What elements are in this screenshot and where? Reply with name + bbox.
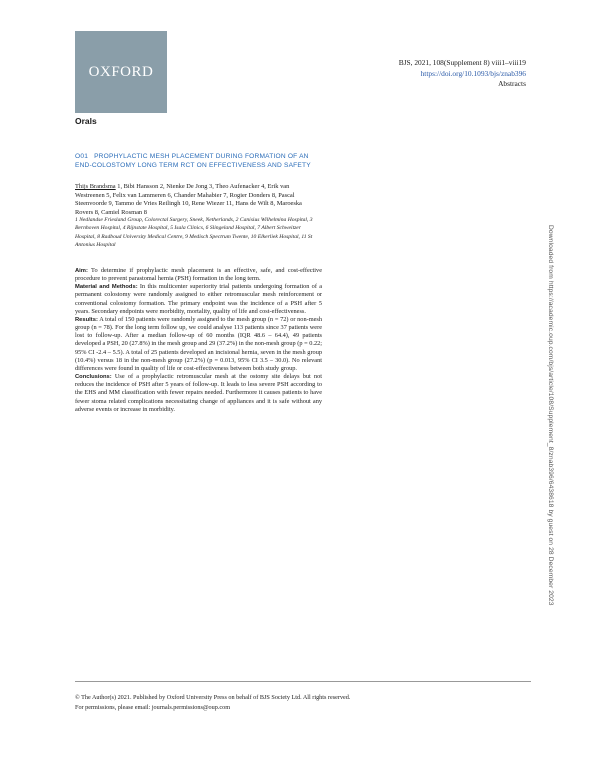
journal-citation: BJS, 2021, 108(Supplement 8) viii1–viii19 <box>398 58 526 67</box>
oxford-logo[interactable] <box>75 31 167 113</box>
copyright-notice: © The Author(s) 2021. Published by Oxford University Press on behalf of BJS Society Ltd. All rights reserved. <box>75 694 351 701</box>
article-title <box>75 152 315 170</box>
author-list <box>75 183 320 217</box>
abstract-methods <box>75 283 322 316</box>
section-title: Orals <box>75 116 97 126</box>
aim-text: To determine if prophylactic mesh placement is an effective, safe, and cost-effective procedure to prevent parastomal hernia (PSH) formation in the long term. <box>75 267 322 283</box>
section-label: Abstracts <box>498 79 526 88</box>
logo-text: OXFORD <box>88 63 154 80</box>
methods-text: In this multicenter superiority trial patients undergoing formation of a permanent colostomy were randomly assigned to either retromuscular mesh reinforcement or conventional colostomy formation. The primary endpoint was the incidence of a PSH after 5 years. Secondary endpoints were morbidity, mortality, quality of life and cost-effectiveness. <box>75 283 322 315</box>
doi-link[interactable]: https://doi.org/10.1093/bjs/znab396 <box>420 68 526 78</box>
results-text: A total of 150 patients were randomly assigned to the mesh group (n = 72) or non-mesh group (n = 78). For the long term follow up, we could analyse 113 patients since 37 patients were lost to follow-up. After a median follow-up of 60 months (IQR 48.6 – 64.4), 49 patients developed a PSH, 20 (27.8%) in the mesh group and 29 (37.2%) in the non-mesh group (p = 0.22; 95% CI -2.4 – 5.5). A total of 25 patients developed an incisional hernia, seven in the mesh group (10.4%) versus 18 in the non-mesh group (27.2%) (p = 0.013, 95% CI 3.5 – 30.0). No relevant differences were found in quality of life or cost-effectiveness between both study group. <box>75 315 322 372</box>
conclusions-text: Use of a prophylactic retromuscular mesh at the ostomy site delays but not reduces the incidence of PSH after 5 years of follow-up. It leads to less severe PSH according to the EHS and MM classification with fewer repairs needed. Furthermore it causes patients to have fewer stoma related complications necessitating change of appliances and it is safe without any adverse events or increase in morbidity. <box>75 373 322 413</box>
abstract-aim <box>75 267 322 283</box>
presenting-author[interactable]: Thijs Brandsma <box>75 183 116 190</box>
journal-info <box>399 58 526 90</box>
results-label: Results: <box>75 316 98 323</box>
aim-label: Aim: <box>75 268 88 274</box>
footer-divider <box>75 681 531 682</box>
co-authors: 1, Bibi Hansson 2, Nienke De Jong 3, Theo Aufenacker 4, Erik van Westreenen 5, Felix van Lammeren 6, Chander Mahabier 7, Rogier Donders 8, Pascal Steenvoorde 9, Tammo de Vries Reilingh 10, Rene Wiezer 11, Hans de Wilt 8, Maroeska Rovers 8, Camiel Rosman 8 <box>75 183 302 216</box>
abstract-conclusions <box>75 373 322 414</box>
methods-label: Material and Methods: <box>75 284 138 291</box>
footer <box>75 693 531 713</box>
affiliations: 1 Nedlandse Friesland Group, Colorectal Surgery, Sneek, Netherlands, 2 Canisius Wilhelmina Hospital, 3 Bernhoven Hospital, 4 Rijnstate Hospital, 5 Isala Clinics, 6 Slingeland Hospital, 7 Albert Schweitzer Hospital, 8 Radboud University Medical Centre, 9 Medisch Spectrum Twente, 10 Elkerliek Hospital, 11 St Antonius Hospital <box>75 217 313 248</box>
abstract-results <box>75 316 322 373</box>
article-number: O01 <box>75 153 89 160</box>
abstract-body <box>75 267 322 414</box>
permissions-notice: For permissions, please email: journals.permissions@oup.com <box>75 704 231 711</box>
conclusions-label: Conclusions: <box>75 374 112 381</box>
article-title-text: PROPHYLACTIC MESH PLACEMENT DURING FORMATION OF AN END-COLOSTOMY LONG TERM RCT ON EFFECTIVENESS AND SAFETY <box>75 153 311 169</box>
download-watermark: Downloaded from https://academic.oup.com/bjs/article/108/Supplement_8/znab396/6438618 by guest on 28 December 2023 <box>547 225 554 606</box>
